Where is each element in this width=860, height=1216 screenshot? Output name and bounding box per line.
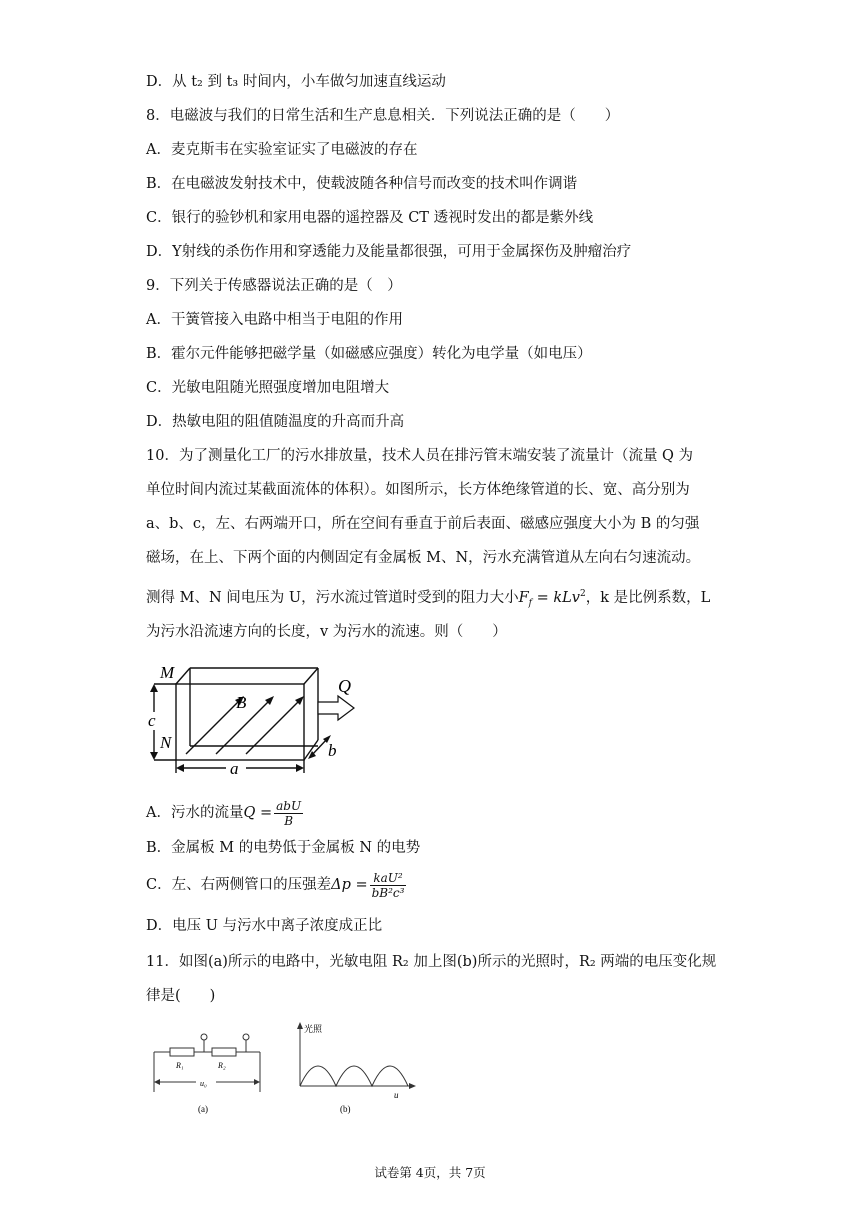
label-light: 光照: [304, 1024, 323, 1034]
q10-option-b: B．金属板 M 的电势低于金属板 N 的电势: [146, 840, 421, 856]
fraction-pressure: [370, 871, 407, 900]
q8-stem: 8．电磁波与我们的日常生活和生产息息相关．下列说法正确的是（ ）: [146, 108, 620, 124]
q10-line-5-text-b: ，k 是比例系数，L: [585, 589, 711, 606]
q10-option-d: D．电压 U 与污水中离子浓度成正比: [146, 918, 383, 934]
label-u: u: [394, 1090, 399, 1100]
fraction-pressure-denominator: bB²c³: [371, 885, 405, 900]
q7-option-d: D．从 t₂ 到 t₃ 时间内，小车做匀加速直线运动: [146, 74, 446, 90]
q8-option-d: D．Y射线的杀伤作用和穿透能力及能量都很强，可用于金属探伤及肿瘤治疗: [146, 244, 632, 260]
q9-option-c: C．光敏电阻随光照强度增加电阻增大: [146, 380, 390, 396]
q8-option-b: B．在电磁波发射技术中，使载波随各种信号而改变的技术叫作调谐: [146, 176, 578, 192]
label-n: N: [160, 733, 172, 752]
formula-sup: 2: [579, 589, 586, 599]
fraction-flow: [274, 799, 303, 828]
label-m: M: [160, 663, 175, 682]
q8-option-c: C．银行的验钞机和家用电器的遥控器及 CT 透视时发出的都是紫外线: [146, 210, 594, 226]
q10-line-6: 为污水沿流速方向的长度，v 为污水的流速。则（ ）: [146, 624, 507, 640]
q10-option-a-lhs: Q =: [243, 805, 273, 821]
label-b: b: [328, 741, 337, 760]
q10-option-a: [146, 796, 305, 830]
q10-option-a-text: A．污水的流量: [146, 805, 244, 821]
fraction-pressure-numerator: kaU²: [370, 871, 407, 886]
q9-option-d: D．热敏电阻的阻值随温度的升高而升高: [146, 414, 405, 430]
fraction-flow-denominator: B: [284, 813, 294, 828]
q10-line-5: [146, 584, 710, 614]
label-q: Q: [338, 676, 351, 696]
q10-line-2: 单位时间内流过某截面流体的体积）。如图所示，长方体绝缘管道的长、宽、高分别为: [146, 482, 690, 498]
label-a: a: [230, 759, 239, 778]
q11-line-1: 11．如图(a)所示的电路中，光敏电阻 R₂ 加上图(b)所示的光照时，R₂ 两端的电压变化规: [146, 954, 717, 970]
pipe-diagram: [142, 660, 372, 780]
label-c: c: [148, 711, 156, 730]
q8-option-a: A．麦克斯韦在实验室证实了电磁波的存在: [146, 142, 418, 158]
q10-line-3: a、b、c，左、右两端开口，所在空间有垂直于前后表面、磁感应强度大小为 B 的匀强: [146, 516, 700, 532]
q10-option-c-lhs: Δp =: [331, 877, 368, 893]
page-footer: 试卷第 4页，共 7页: [374, 1165, 486, 1180]
label-r1: R₁: [176, 1061, 184, 1070]
q10-line-5-text-a: 测得 M、N 间电压为 U，污水流过管道时受到的阻力大小: [146, 589, 519, 606]
q9-stem: 9．下列关于传感器说法正确的是（ ）: [146, 278, 402, 294]
formula-eq: = kLv: [532, 589, 580, 606]
q9-option-b: B．霍尔元件能够把磁学量（如磁感应强度）转化为电学量（如电压）: [146, 346, 592, 362]
caption-b: (b): [340, 1104, 351, 1114]
fraction-flow-numerator: abU: [276, 798, 302, 813]
caption-a: (a): [198, 1104, 208, 1114]
q10-option-c-text: C．左、右两侧管口的压强差: [146, 877, 332, 893]
circuit-diagram: [148, 1022, 268, 1122]
q9-option-a: A．干簧管接入电路中相当于电阻的作用: [146, 312, 403, 328]
label-u0: u₀: [200, 1079, 207, 1088]
light-graph: [290, 1018, 420, 1118]
q10-line-1: 10．为了测量化工厂的污水排放量，技术人员在排污管末端安装了流量计（流量 Q 为: [146, 448, 694, 464]
q11-line-2: 律是( ): [146, 988, 216, 1004]
label-b-field: B: [236, 693, 247, 712]
formula-f: F: [518, 589, 529, 606]
q10-option-c: [146, 868, 408, 902]
q10-line-4: 磁场，在上、下两个面的内侧固定有金属板 M、N，污水充满管道从左向右匀速流动。: [146, 550, 701, 566]
formula-f-sub: f: [528, 598, 532, 609]
label-r2: R₂: [218, 1061, 226, 1070]
